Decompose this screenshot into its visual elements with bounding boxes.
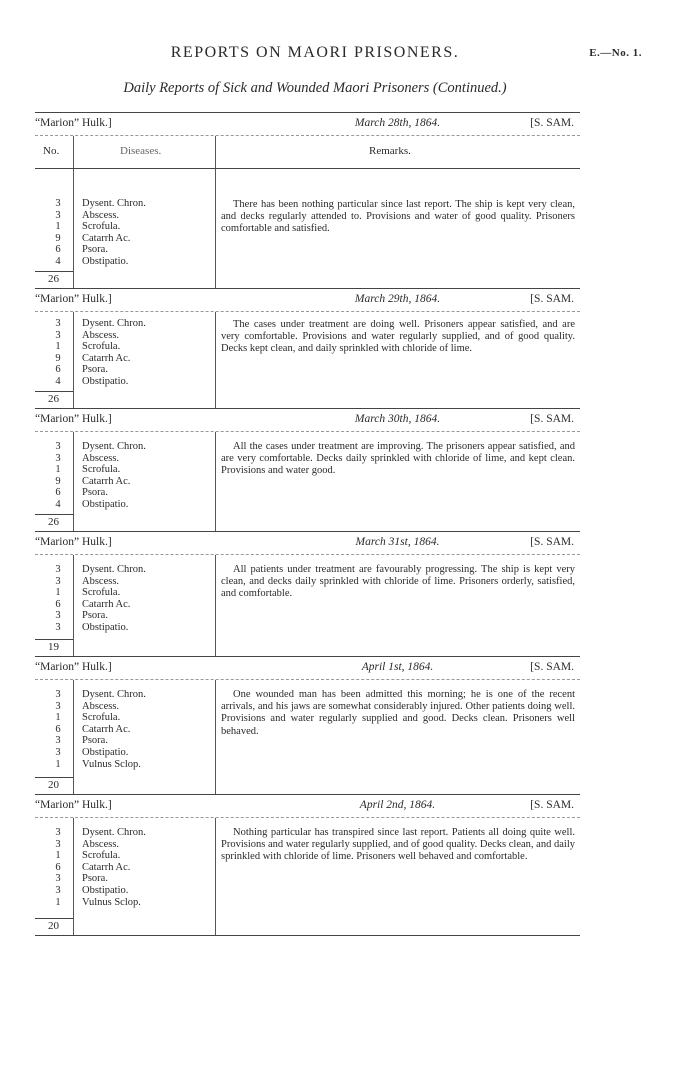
disease-name: Psora.: [82, 610, 108, 622]
disease-row: [35, 610, 215, 622]
total-count: [35, 777, 73, 791]
report-header: [35, 531, 580, 555]
disease-row: [35, 712, 215, 724]
disease-row: [35, 244, 215, 256]
disease-row: [35, 759, 215, 771]
case-count: 1: [55, 341, 61, 353]
disease-row: [35, 839, 215, 851]
report-header: [35, 112, 580, 136]
case-count: 3: [55, 318, 61, 329]
disease-row: [35, 564, 215, 576]
page-title: REPORTS ON MAORI PRISONERS.: [170, 44, 460, 61]
disease-row: [35, 233, 215, 245]
case-count: 6: [55, 598, 61, 610]
disease-row: [35, 221, 215, 233]
disease-row: [35, 198, 215, 210]
report-date: March 31st, 1864.: [355, 536, 440, 548]
total-value: 26: [48, 273, 59, 285]
signature: [S. SAM.: [530, 117, 574, 129]
case-count: 4: [55, 375, 61, 387]
remarks-text: All patients under treatment are favourably progressing. The ship is kept very clean, and decks daily sprinkled with chloride of lime. Prisoners orderly, satisfied, and comfortable.: [221, 564, 575, 600]
total-count: [35, 271, 73, 285]
remarks-text: All the cases under treatment are improving. The prisoners appear satisfied, and are very comfortable. Decks daily sprinkled with chloride of lime, and kept clean. Provisions and water good.: [221, 441, 575, 477]
signature: [S. SAM.: [530, 413, 574, 425]
disease-name: Scrofula.: [82, 587, 121, 599]
case-count: 3: [55, 575, 61, 587]
disease-row: [35, 376, 215, 388]
ship-name: “Marion” Hulk.]: [35, 117, 112, 129]
case-count: 4: [55, 255, 61, 267]
signature: [S. SAM.: [530, 661, 574, 673]
total-value: 26: [48, 393, 59, 405]
disease-name: Catarrh Ac.: [82, 723, 131, 735]
case-count: 3: [55, 873, 61, 885]
daily-report: [35, 112, 580, 288]
disease-row: [35, 701, 215, 713]
disease-name: Scrofula.: [82, 221, 121, 233]
case-count: 1: [55, 712, 61, 724]
disease-row: [35, 318, 215, 330]
disease-row: [35, 330, 215, 342]
daily-report: [35, 408, 580, 531]
disease-row: [35, 897, 215, 909]
disease-name: Dysent. Chron.: [82, 441, 146, 452]
disease-name: Dysent. Chron.: [82, 689, 146, 700]
case-count: 3: [55, 827, 61, 838]
disease-name: Dysent. Chron.: [82, 198, 146, 209]
case-count: 1: [55, 464, 61, 476]
disease-name: Psora.: [82, 364, 108, 376]
case-count: 9: [55, 475, 61, 487]
disease-name: Scrofula.: [82, 464, 121, 476]
case-count: 1: [55, 587, 61, 599]
daily-report: [35, 656, 580, 794]
daily-report: [35, 531, 580, 656]
report-header: [35, 794, 580, 818]
ship-name: “Marion” Hulk.]: [35, 293, 112, 305]
disease-row: [35, 862, 215, 874]
report-body: [35, 312, 580, 408]
case-count: 3: [55, 452, 61, 464]
case-count: 1: [55, 850, 61, 862]
disease-name: Scrofula.: [82, 712, 121, 724]
disease-row: [35, 210, 215, 222]
report-header: [35, 288, 580, 312]
disease-name: Psora.: [82, 873, 108, 885]
disease-name: Dysent. Chron.: [82, 564, 146, 575]
ship-name: “Marion” Hulk.]: [35, 661, 112, 673]
page-reference: E.—No. 1.: [589, 47, 642, 59]
report-date: April 2nd, 1864.: [359, 799, 436, 811]
case-count: 3: [55, 700, 61, 712]
disease-row: [35, 885, 215, 897]
report-body: [35, 818, 580, 935]
case-count: 6: [55, 487, 61, 499]
total-value: 26: [48, 516, 59, 528]
disease-name: Abscess.: [82, 329, 120, 341]
signature: [S. SAM.: [530, 799, 574, 811]
case-count: 6: [55, 244, 61, 256]
disease-name: Dysent. Chron.: [82, 318, 146, 329]
report-header: [35, 408, 580, 432]
disease-name: Catarrh Ac.: [82, 598, 131, 610]
column-headers: [35, 136, 580, 169]
disease-name: Dysent. Chron.: [82, 827, 146, 838]
ship-name: “Marion” Hulk.]: [35, 413, 112, 425]
disease-row: [35, 599, 215, 611]
disease-name: Obstipatio.: [82, 884, 129, 896]
total-count: [35, 639, 73, 653]
remarks-text: The cases under treatment are doing well. Prisoners appear satisfied, and are very comfortable. Provisions and water regularly supplied, and of good quality. Decks kept clean, and daily sprinkled with chloride of lime.: [221, 319, 575, 355]
disease-name: Catarrh Ac.: [82, 861, 131, 873]
disease-row: [35, 850, 215, 862]
case-count: 3: [55, 610, 61, 622]
disease-name: Abscess.: [82, 452, 120, 464]
case-count: 1: [55, 896, 61, 908]
disease-row: [35, 453, 215, 465]
disease-row: [35, 587, 215, 599]
disease-name: Obstipatio.: [82, 746, 129, 758]
report-header: [35, 656, 580, 680]
disease-row: [35, 487, 215, 499]
case-count: 4: [55, 498, 61, 510]
report-body: [35, 432, 580, 531]
case-count: 3: [55, 838, 61, 850]
case-count: 9: [55, 232, 61, 244]
total-count: [35, 391, 73, 405]
disease-name: Catarrh Ac.: [82, 475, 131, 487]
case-count: 3: [55, 735, 61, 747]
report-date: March 28th, 1864.: [354, 117, 441, 129]
disease-row: [35, 364, 215, 376]
report-date: March 29th, 1864.: [354, 293, 441, 305]
report-date: April 1st, 1864.: [361, 661, 434, 673]
disease-name: Catarrh Ac.: [82, 352, 131, 364]
case-count: 6: [55, 861, 61, 873]
disease-row: [35, 256, 215, 268]
report-date: March 30th, 1864.: [354, 413, 441, 425]
report-table: [35, 112, 580, 935]
case-count: 6: [55, 723, 61, 735]
disease-name: Abscess.: [82, 700, 120, 712]
disease-row: [35, 873, 215, 885]
column-header-diseases: Diseases.: [120, 145, 162, 157]
disease-row: [35, 499, 215, 511]
disease-name: Obstipatio.: [82, 255, 129, 267]
disease-row: [35, 735, 215, 747]
disease-row: [35, 441, 215, 453]
total-value: 20: [48, 779, 59, 791]
report-body: [35, 680, 580, 794]
disease-row: [35, 476, 215, 488]
disease-row: [35, 747, 215, 759]
disease-name: Abscess.: [82, 838, 120, 850]
report-body: [35, 169, 580, 288]
case-count: 1: [55, 221, 61, 233]
disease-name: Vulnus Sclop.: [82, 758, 141, 770]
disease-name: Abscess.: [82, 209, 120, 221]
disease-row: [35, 464, 215, 476]
report-body: [35, 555, 580, 656]
daily-report: [35, 794, 580, 935]
disease-row: [35, 689, 215, 701]
signature: [S. SAM.: [530, 536, 574, 548]
case-count: 1: [55, 758, 61, 770]
column-header-no: No.: [43, 145, 60, 157]
page-header: [0, 44, 700, 68]
case-count: 3: [55, 689, 61, 700]
disease-row: [35, 827, 215, 839]
disease-name: Scrofula.: [82, 341, 121, 353]
remarks-text: There has been nothing particular since last report. The ship is kept very clean, and decks regularly attended to. Provisions and water of good quality. Prisoners comfortable and satisfied.: [221, 199, 575, 235]
disease-row: [35, 622, 215, 634]
disease-row: [35, 724, 215, 736]
disease-name: Obstipatio.: [82, 621, 129, 633]
disease-name: Psora.: [82, 735, 108, 747]
case-count: 3: [55, 564, 61, 575]
case-count: 3: [55, 884, 61, 896]
disease-row: [35, 576, 215, 588]
total-count: [35, 514, 73, 528]
case-count: 9: [55, 352, 61, 364]
total-value: 20: [48, 920, 59, 932]
case-count: 3: [55, 329, 61, 341]
disease-row: [35, 353, 215, 365]
case-count: 3: [55, 198, 61, 209]
page-subtitle: Daily Reports of Sick and Wounded Maori Prisoners (Continued.): [123, 80, 507, 96]
column-header-remarks: Remarks.: [369, 145, 411, 157]
case-count: 3: [55, 209, 61, 221]
signature: [S. SAM.: [530, 293, 574, 305]
remarks-text: Nothing particular has transpired since last report. Patients all doing quite well. Provisions and water regularly supplied, and of good quality. Decks clean, and daily sprinkled with chloride of lime. Prisoners well behaved and comfortable.: [221, 827, 575, 863]
case-count: 3: [55, 621, 61, 633]
ship-name: “Marion” Hulk.]: [35, 536, 112, 548]
disease-name: Obstipatio.: [82, 375, 129, 387]
disease-row: [35, 341, 215, 353]
disease-name: Psora.: [82, 487, 108, 499]
case-count: 3: [55, 441, 61, 452]
disease-name: Abscess.: [82, 575, 120, 587]
remarks-text: One wounded man has been admitted this morning; he is one of the recent arrivals, and his jaws are somewhat considerably injured. Other patients doing well. Provisions and water regularly supplied and good. Decks clean. Prisoners well behaved.: [221, 689, 575, 737]
total-value: 19: [48, 641, 59, 653]
case-count: 3: [55, 746, 61, 758]
disease-name: Psora.: [82, 244, 108, 256]
ship-name: “Marion” Hulk.]: [35, 799, 112, 811]
case-count: 6: [55, 364, 61, 376]
disease-name: Catarrh Ac.: [82, 232, 131, 244]
daily-report: [35, 288, 580, 408]
total-count: [35, 918, 73, 932]
disease-name: Obstipatio.: [82, 498, 129, 510]
disease-name: Vulnus Sclop.: [82, 896, 141, 908]
disease-name: Scrofula.: [82, 850, 121, 862]
bottom-rule: [35, 935, 580, 936]
